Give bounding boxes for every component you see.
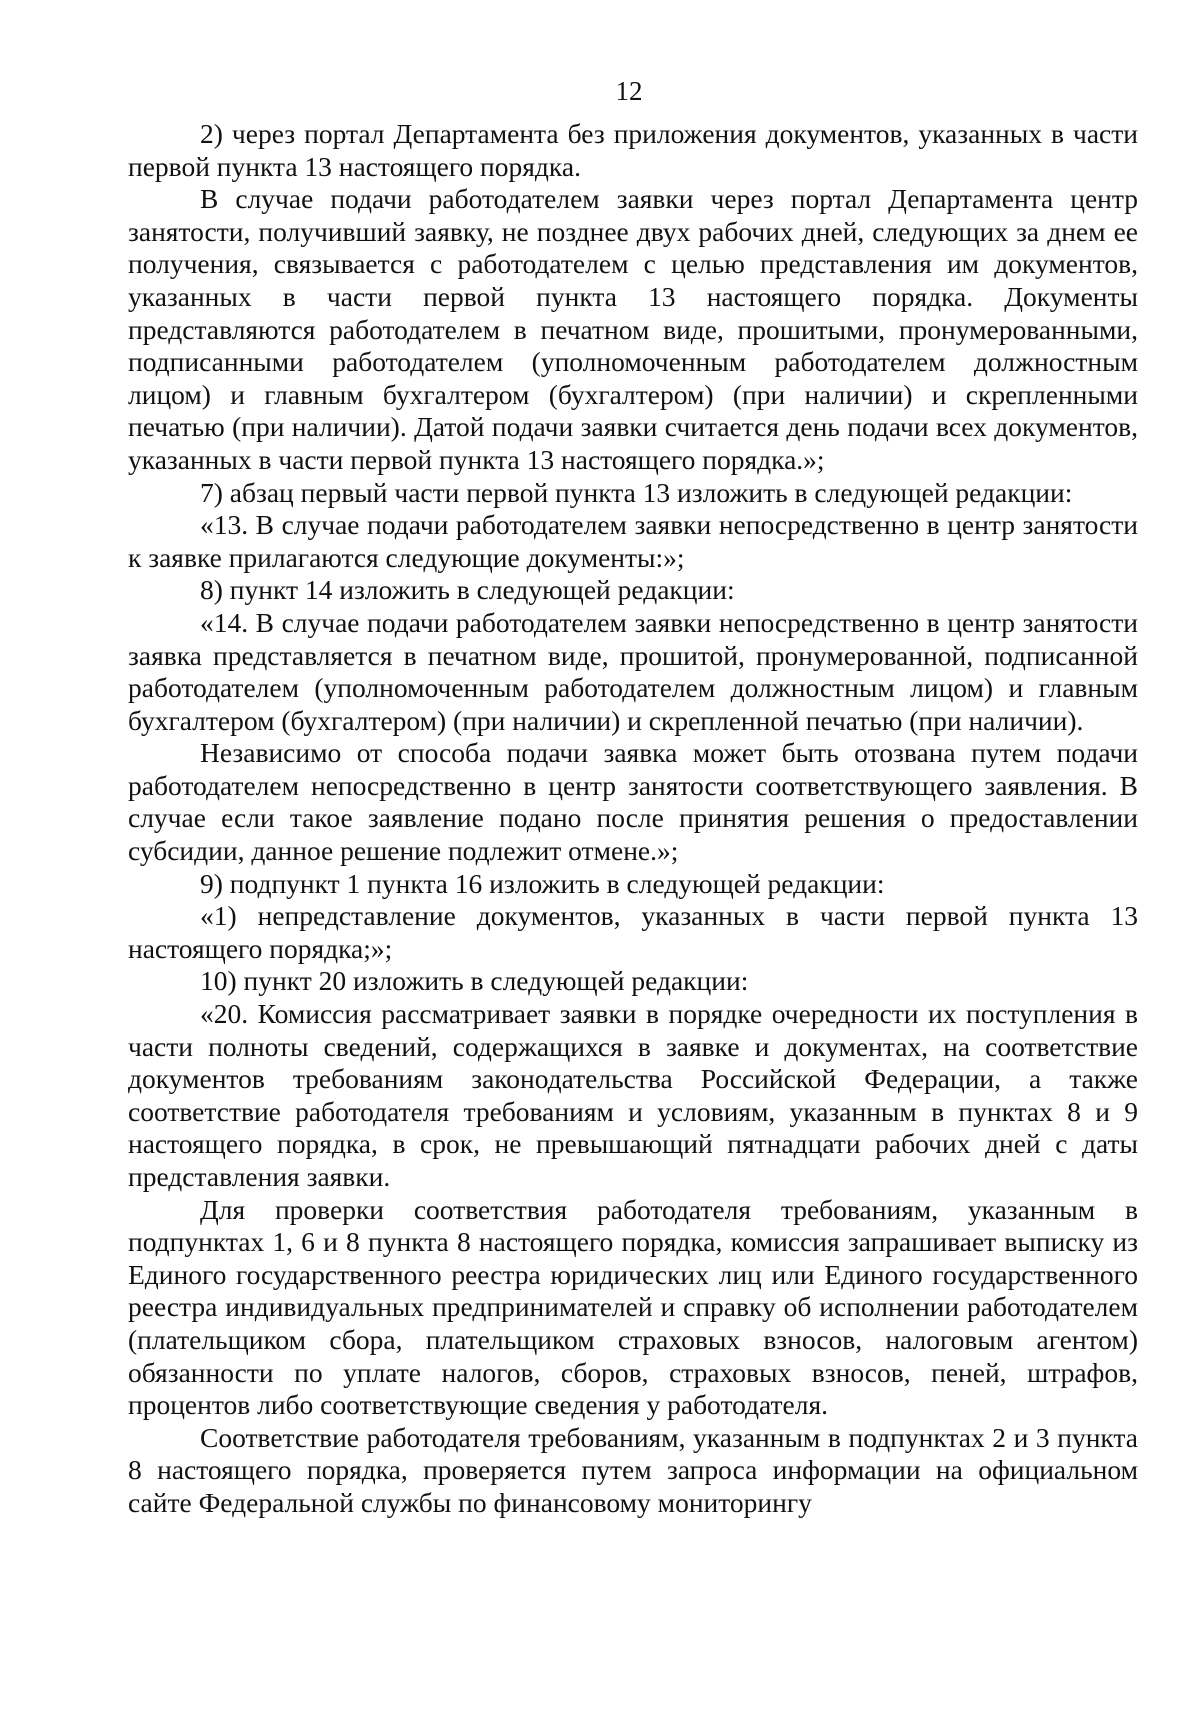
paragraph-portal-submission: В случае подачи работодателем заявки через портал Департамента центр занятости, получивший заявку, не позднее двух рабочих дней, следующих за днем ее получения, связывается с работодателем с целью представления им документов, указанных в части первой пункта 13 настоящего порядка. Документы представляются работодателем в печатном виде, прошитыми, пронумерованными, подписанными работодателем (уполномоченным работодателем должностным лицом) и главным бухгалтером (бухгалтером) (при наличии) и скрепленными печатью (при наличии). Датой подачи заявки считается день подачи всех документов, указанных в части первой пункта 13 настоящего порядка.»; bbox=[128, 183, 1138, 475]
paragraph-clause-13: «13. В случае подачи работодателем заявки непосредственно в центр занятости к заявке прилагаются следующие документы:»; bbox=[128, 509, 1138, 573]
page-number: 12 bbox=[615, 76, 643, 106]
paragraph-clause-14: «14. В случае подачи работодателем заявки непосредственно в центр занятости заявка представляется в печатном виде, прошитой, пронумерованной, подписанной работодателем (уполномоченным работодателем должностным лицом) и главным бухгалтером (бухгалтером) (при наличии) и скрепленной печатью (при наличии). bbox=[128, 606, 1138, 736]
paragraph-amendment-7: 7) абзац первый части первой пункта 13 изложить в следующей редакции: bbox=[200, 476, 1073, 508]
paragraph-verification: Для проверки соответствия работодателя требованиям, указанным в подпунктах 1, 6 и 8 пункта 8 настоящего порядка, комиссия запрашивает выписку из Единого государственного реестра юридических лиц или Единого государственного реестра индивидуальных предпринимателей и справку об исполнении работодателем (плательщиком сбора, плательщиком страховых взносов, налоговым агентом) обязанности по уплате налогов, сборов, страховых взносов, пеней, штрафов, процентов либо соответствующие сведения у работодателя. bbox=[128, 1193, 1138, 1421]
paragraph-subitem-1: «1) непредставление документов, указанных в части первой пункта 13 настоящего порядка;»; bbox=[128, 900, 1138, 964]
paragraph-amendment-9: 9) подпункт 1 пункта 16 изложить в следующей редакции: bbox=[200, 867, 885, 899]
paragraph-amendment-10: 10) пункт 20 изложить в следующей редакции: bbox=[200, 965, 749, 997]
document-body bbox=[128, 118, 1138, 1520]
paragraph-withdrawal: Независимо от способа подачи заявка может быть отозвана путем подачи работодателем непосредственно в центр занятости соответствующего заявления. В случае если такое заявление подано после принятия решения о предоставлении субсидии, данное решение подлежит отмене.»; bbox=[128, 737, 1138, 867]
paragraph-compliance: Соответствие работодателя требованиям, указанным в подпунктах 2 и 3 пункта 8 настоящего порядка, проверяется путем запроса информации на официальном сайте Федеральной службы по финансовому мониторингу bbox=[128, 1421, 1138, 1518]
paragraph-subitem-2: 2) через портал Департамента без приложения документов, указанных в части первой пункта 13 настоящего порядка. bbox=[128, 118, 1138, 182]
paragraph-clause-20: «20. Комиссия рассматривает заявки в порядке очередности их поступления в части полноты сведений, содержащихся в заявке и документах, на соответствие документов требованиям законодательства Российской Федерации, а также соответствие работодателя требованиям и условиям, указанным в пунктах 8 и 9 настоящего порядка, в срок, не превышающий пятнадцати рабочих дней с даты представления заявки. bbox=[128, 998, 1138, 1192]
paragraph-amendment-8: 8) пункт 14 изложить в следующей редакции: bbox=[200, 574, 735, 606]
